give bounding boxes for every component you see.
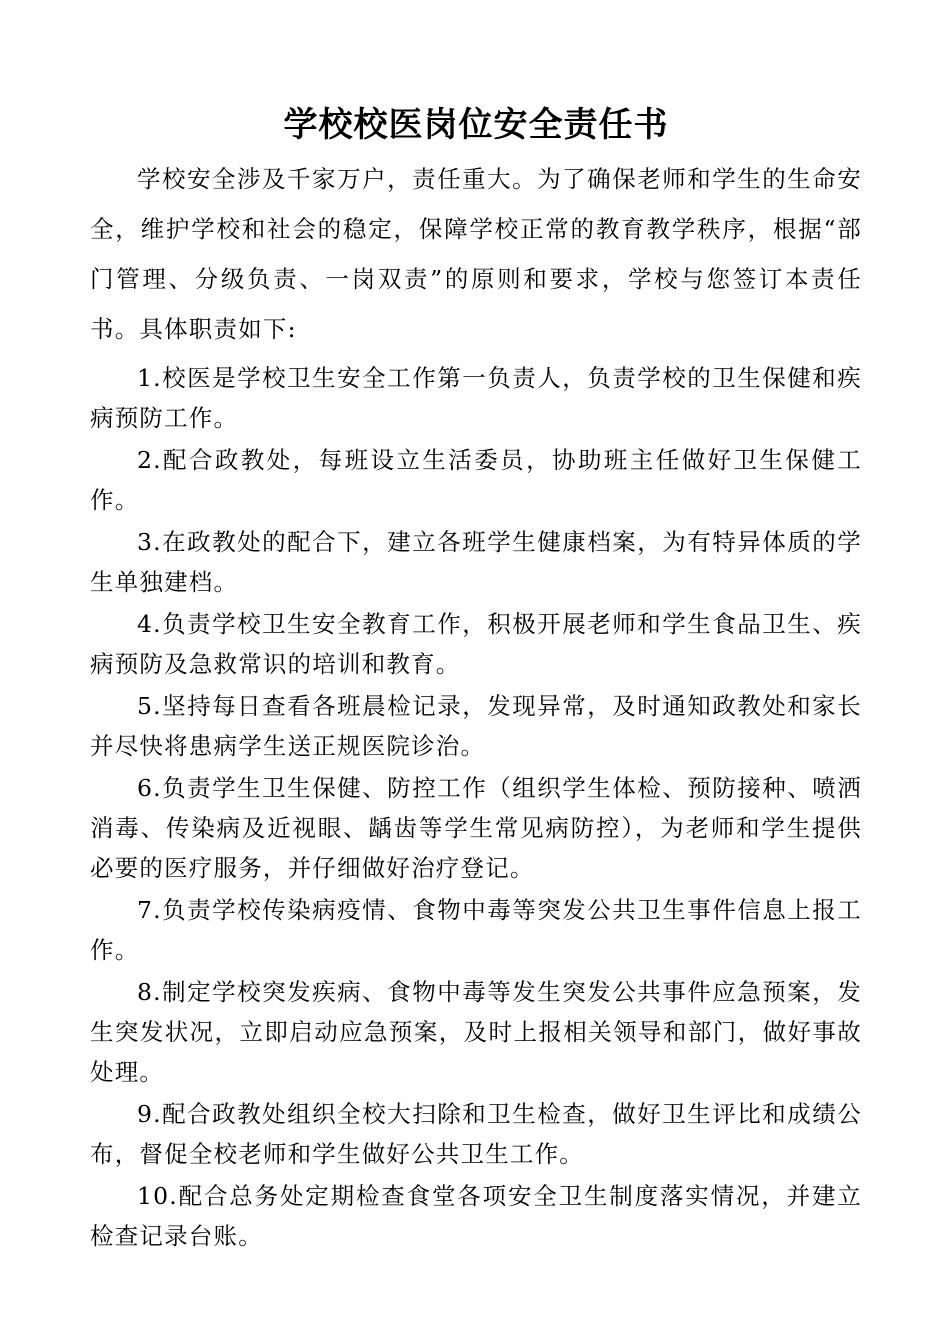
duty-item-10: 10.配合总务处定期检查食堂各项安全卫生制度落实情况，并建立检查记录台账。 — [90, 1182, 862, 1250]
duty-item-3: 3.在政教处的配合下，建立各班学生健康档案，为有特异体质的学生单独建档。 — [90, 528, 862, 596]
document-title: 学校校医岗位安全责任书 — [283, 105, 669, 145]
duty-item-1: 1.校医是学校卫生安全工作第一负责人，负责学校的卫生保健和疾病预防工作。 — [90, 364, 862, 432]
intro-paragraph: 学校安全涉及千家万户，责任重大。为了确保老师和学生的生命安全，维护学校和社会的稳定，保障学校正常的教育教学秩序，根据“部门管理、分级负责、一岗双责”的原则和要求，学校与您签订本责任书。具体职责如下: — [90, 165, 862, 343]
duty-item-6: 6.负责学生卫生保健、防控工作（组织学生体检、预防接种、喷洒消毒、传染病及近视眼、龋齿等学生常见病防控），为老师和学生提供必要的医疗服务，并仔细做好治疗登记。 — [90, 774, 862, 882]
document-body — [90, 102, 862, 1258]
duty-item-2: 2.配合政教处，每班设立生活委员，协助班主任做好卫生保健工作。 — [90, 446, 862, 514]
duty-item-5: 5.坚持每日查看各班晨检记录，发现异常，及时通知政教处和家长并尽快将患病学生送正规医院诊治。 — [90, 692, 862, 760]
duty-item-8: 8.制定学校突发疾病、食物中毒等发生突发公共事件应急预案，发生突发状况，立即启动应急预案，及时上报相关领导和部门，做好事故处理。 — [90, 978, 862, 1086]
duty-item-9: 9.配合政教处组织全校大扫除和卫生检查，做好卫生评比和成绩公布，督促全校老师和学生做好公共卫生工作。 — [90, 1100, 862, 1168]
duty-item-7: 7.负责学校传染病疫情、食物中毒等突发公共卫生事件信息上报工作。 — [90, 896, 862, 964]
duty-item-4: 4.负责学校卫生安全教育工作，积极开展老师和学生食品卫生、疾病预防及急救常识的培训和教育。 — [90, 610, 862, 678]
